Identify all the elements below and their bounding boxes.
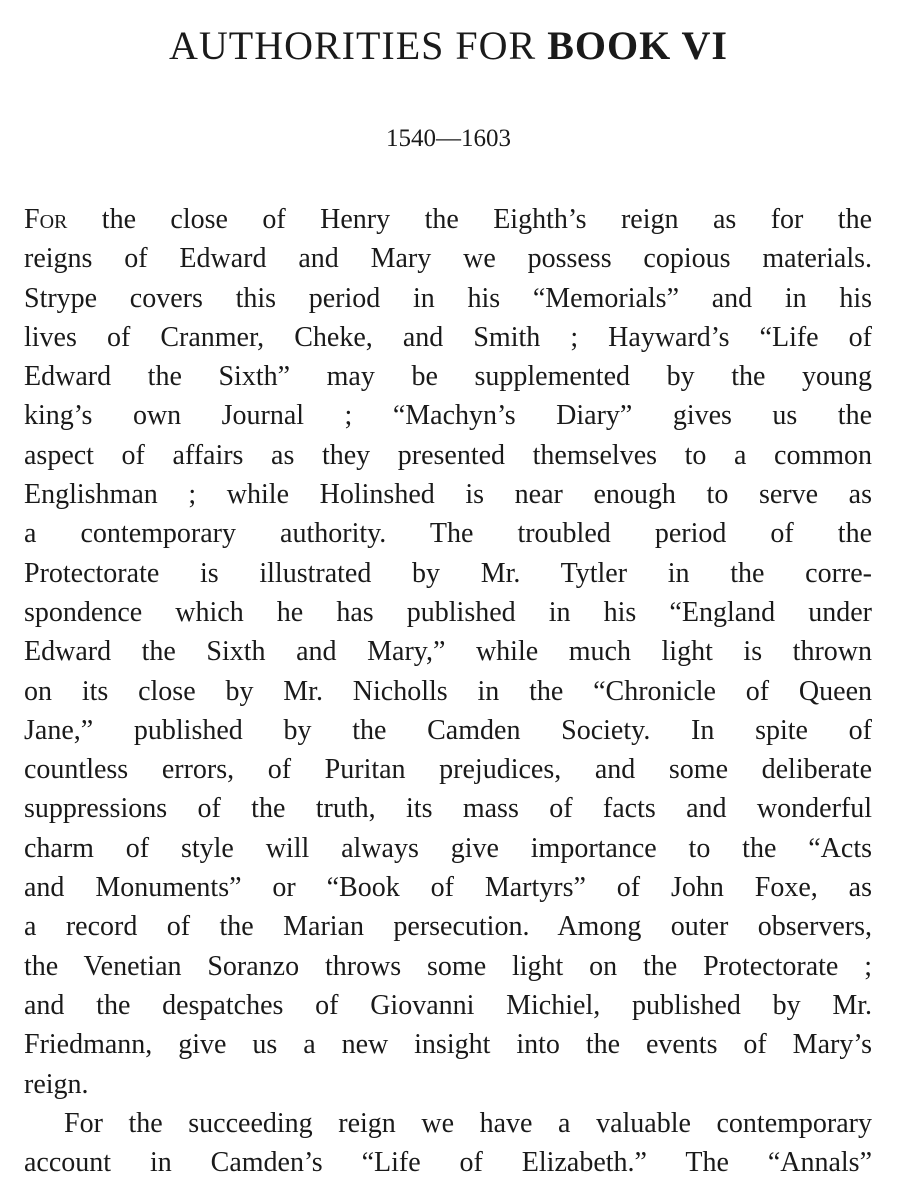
paragraph-1-line: Englishman ; while Holinshed is near enough to serve as [24, 479, 872, 511]
body-text [24, 200, 872, 1182]
title-plain: AUTHORITIES FOR [169, 23, 548, 68]
paragraph-1-line: lives of Cranmer, Cheke, and Smith ; Hayward’s “Life of [24, 321, 872, 353]
title-bold: BOOK VI [547, 23, 728, 68]
paragraph-1-line: a contemporary authority. The troubled period of the [24, 518, 872, 550]
paragraph-1-line: and the despatches of Giovanni Michiel, published by Mr. [24, 989, 872, 1021]
page-title [0, 20, 897, 72]
paragraph-1-line-1: For the close of Henry the Eighth’s reign as for the [24, 204, 872, 235]
paragraph-1-line: reign. [24, 1068, 89, 1100]
paragraph-1-line: the Venetian Soranzo throws some light on the Protectorate ; [24, 950, 872, 982]
paragraph-2-line: account in Camden’s “Life of Elizabeth.” The “Annals” [24, 1147, 872, 1179]
paragraph-1-line: charm of style will always give importance to the “Acts [24, 832, 872, 864]
paragraph-1-line: a record of the Marian persecution. Among outer observers, [24, 911, 872, 943]
paragraph-1-line: Edward the Sixth and Mary,” while much light is thrown [24, 636, 872, 668]
paragraph-1-line: Protectorate is illustrated by Mr. Tytler in the corre- [24, 557, 872, 589]
paragraph-1-line: king’s own Journal ; “Machyn’s Diary” gives us the [24, 400, 872, 432]
paragraph-1-line: Friedmann, give us a new insight into the events of Mary’s [24, 1029, 872, 1061]
paragraph-1-line: aspect of affairs as they presented themselves to a common [24, 439, 872, 471]
paragraph-1-line: and Monuments” or “Book of Martyrs” of John Foxe, as [24, 872, 872, 904]
paragraph-1-line: spondence which he has published in his “England under [24, 596, 872, 628]
paragraph-1-line: on its close by Mr. Nicholls in the “Chronicle of Queen [24, 675, 872, 707]
paragraph-1-line: Strype covers this period in his “Memorials” and in his [24, 282, 872, 314]
date-range: 1540—1603 [386, 125, 511, 152]
paragraph-1-line: Edward the Sixth” may be supplemented by the young [24, 361, 872, 393]
paragraph-1-line: suppressions of the truth, its mass of facts and wonderful [24, 793, 872, 825]
paragraph-1-line: Jane,” published by the Camden Society. In spite of [24, 714, 872, 746]
paragraph-2-line: For the succeeding reign we have a valuable contemporary [64, 1107, 872, 1139]
paragraph-1-line: countless errors, of Puritan prejudices, and some deliberate [24, 754, 872, 786]
paragraph-1-line: reigns of Edward and Mary we possess copious materials. [24, 243, 872, 275]
first-word: For [24, 204, 68, 235]
